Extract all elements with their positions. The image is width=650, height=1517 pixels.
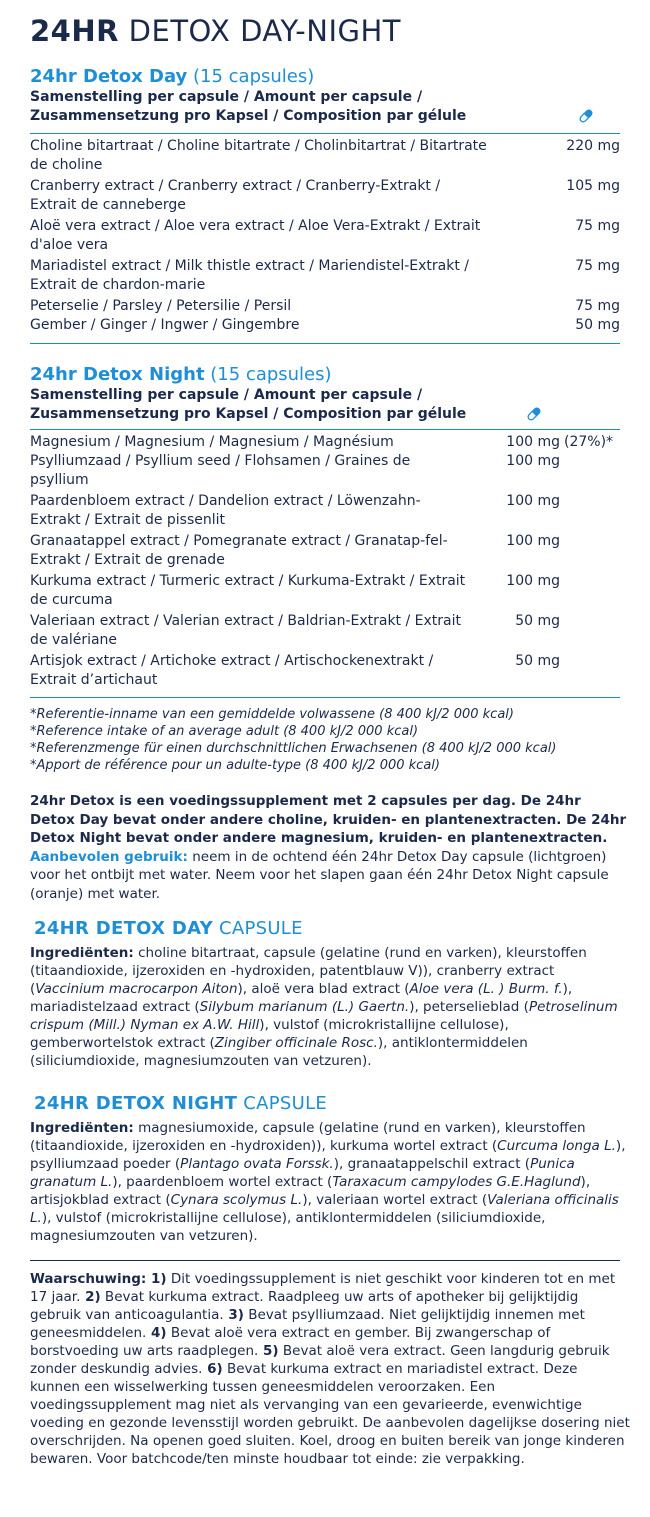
usage-text: neem in de ochtend één 24hr Detox Day capsule (lichtgroen) voor het ontbijt met water. Neem voor het slapen gaan één 24hr Detox Night capsule (oranje) met water.	[30, 848, 609, 902]
table-row	[30, 612, 620, 650]
reference-intake: (27%)*	[564, 434, 614, 450]
day-composition-header: Samenstelling per capsule / Amount per capsule / Zusammensetzung pro Kapsel / Composition par gélule	[30, 88, 620, 126]
ingredient-name: Artisjok extract / Artichoke extract / Artischockenextrakt / Extrait d’artichaut	[30, 653, 434, 688]
ingredient-amount: 105 mg	[566, 178, 620, 194]
night-section-title: 24hr Detox Night (15 capsules)	[30, 364, 332, 385]
day-section	[30, 66, 620, 126]
table-row	[30, 572, 620, 610]
table-row	[30, 217, 620, 255]
ingredient-name: Kurkuma extract / Turmeric extract / Kurkuma-Extrakt / Extrait de curcuma	[30, 573, 466, 608]
ingredient-name: Valeriaan extract / Valerian extract / Baldrian-Extrakt / Extrait de valériane	[30, 613, 461, 648]
ingredient-name: Cranberry extract / Cranberry extract / Cranberry-Extrakt / Extrait de canneberge	[30, 178, 441, 213]
table-row	[30, 433, 620, 452]
ingredient-amount: 100 mg	[506, 453, 560, 469]
footnote-fr: *Apport de référence pour un adulte-type (8 400 kJ/2 000 kcal)	[30, 758, 440, 773]
ingredient-name: Granaatappel extract / Pomegranate extract / Granatap-fel-Extrakt / Extrait de grenade	[30, 533, 448, 568]
warning-text: Waarschuwing: 1) Dit voedingssupplement is niet geschikt voor kinderen tot en met 17 jaar. 2) Bevat kurkuma extract. Raadpleeg uw arts of apotheker bij gelijktijdig gebruik van anticoagulantia. 3) Bevat psylliumzaad. Niet gelijktijdig innemen met geneesmiddelen. 4) Bevat aloë vera extract en gember. Bij zwangerschap of borstvoeding uw arts raadplegen. 5) Bevat aloë vera extract. Geen langdurig gebruik zonder deskundig advies. 6) Bevat kurkuma extract en mariadistel extract. Deze kunnen een wisselwerking tussen geneesmiddelen veroorzaken. Een voedingssupplement mag niet als vervanging van een gevarieerde, evenwichtige voeding en gezonde levensstijl worden gebruikt. De aanbevolen dagelijkse dosering niet overschrijden. Na openen goed sluiten. Koel, droog en buiten bereik van jonge kinderen bewaren. Voor batchcode/ten minste houdbaar tot einde: zie verpakking.	[30, 1271, 630, 1467]
ingredient-name: Gember / Ginger / Ingwer / Gingembre	[30, 317, 300, 333]
table-row	[30, 532, 620, 570]
ingredient-name: Psylliumzaad / Psyllium seed / Flohsamen / Graines de psyllium	[30, 453, 411, 488]
warning-divider	[30, 1260, 620, 1261]
ingredient-amount: 75 mg	[575, 218, 620, 234]
ingredient-name: Magnesium / Magnesium / Magnesium / Magnésium	[30, 434, 394, 450]
reference-intake-footnotes	[30, 706, 630, 774]
ingredient-amount: 50 mg	[575, 317, 620, 333]
ingredient-amount: 220 mg	[566, 138, 620, 154]
capsule-icon	[526, 406, 542, 422]
night-capsule-ingredients: Ingrediënten: magnesiumoxide, capsule (gelatine (rund en varken), kleurstoffen (titaandioxide, ijzeroxiden en -hydroxiden)), kurkuma wortel extract (Curcuma longa L.), psylliumzaad poeder (Plantago ovata Forssk.), granaatappelschil extract (Punica granatum L.), paardenbloem wortel extract (Taraxacum campylodes G.E.Haglund), artisjokblad extract (Cynara scolymus L.), valeriaan wortel extract (Valeriana officinalis L.), vulstof (microkristallijne cellulose), antiklontermiddelen (siliciumdioxide, magnesiumzouten van vetzuren).	[30, 1120, 626, 1244]
page-title: 24HR DETOX DAY-NIGHT	[30, 14, 401, 48]
ingredient-name: Choline bitartraat / Choline bitartrate / Cholinbitartrat / Bitartrate de choline	[30, 138, 487, 173]
ingredient-amount: 50 mg	[515, 613, 560, 629]
usage-label: Aanbevolen gebruik:	[30, 848, 188, 865]
capsule-icon	[578, 108, 594, 124]
reference-intake	[560, 572, 620, 610]
table-row	[30, 177, 620, 215]
ingredient-name: Paardenbloem extract / Dandelion extract / Löwenzahn-Extrakt / Extrait de pissenlit	[30, 493, 421, 528]
night-table-rule-bottom	[30, 697, 620, 698]
night-composition-header: Samenstelling per capsule / Amount per capsule / Zusammensetzung pro Kapsel / Composition par gélule	[30, 386, 620, 424]
night-table	[30, 433, 620, 690]
reference-intake	[560, 532, 620, 570]
table-row	[30, 137, 620, 175]
table-row	[30, 257, 620, 295]
reference-intake	[560, 652, 620, 690]
ingredient-amount: 100 mg	[506, 493, 560, 509]
ingredient-amount: 100 mg	[506, 434, 560, 450]
day-table-rule-bottom	[30, 343, 620, 344]
ingredient-name: Peterselie / Parsley / Petersilie / Persil	[30, 298, 292, 314]
table-row	[30, 492, 620, 530]
footnote-nl: *Referentie-inname van een gemiddelde volwassene (8 400 kJ/2 000 kcal)	[30, 707, 514, 722]
reference-intake	[560, 612, 620, 650]
day-capsule-title: 24HR DETOX DAY CAPSULE	[34, 918, 303, 939]
table-row	[30, 297, 620, 316]
night-table-rule-top	[30, 429, 620, 430]
day-table-rule-top	[30, 133, 620, 134]
ingredient-name: Aloë vera extract / Aloe vera extract / Aloe Vera-Extrakt / Extrait d'aloe vera	[30, 218, 481, 253]
night-section	[30, 364, 620, 424]
table-row	[30, 452, 620, 490]
ingredient-amount: 50 mg	[515, 653, 560, 669]
table-row	[30, 652, 620, 690]
day-capsule-ingredients: Ingrediënten: choline bitartraat, capsule (gelatine (rund en varken), kleurstoffen (titaandioxide, ijzeroxiden en -hydroxiden, patentblauw V)), cranberry extract (Vaccinium macrocarpon Aiton), aloë vera blad extract (Aloe vera (L. ) Burm. f.), mariadistelzaad extract (Silybum marianum (L.) Gaertn.), peterselieblad (Petroselinum crispum (Mill.) Nyman ex A.W. Hill), vulstof (microkristallijne cellulose), gemberwortelstok extract (Zingiber officinale Rosc.), antiklontermiddelen (siliciumdioxide, magnesiumzouten van vetzuren).	[30, 945, 618, 1069]
table-row	[30, 316, 620, 335]
intro-paragraph	[30, 792, 630, 903]
ingredient-amount: 100 mg	[506, 533, 560, 549]
reference-intake	[560, 492, 620, 530]
product-description: 24hr Detox is een voedingssupplement met 2 capsules per dag. De 24hr Detox Day bevat onder andere choline, kruiden- en plantenextracten. De 24hr Detox Night bevat onder andere magnesium, kruiden- en plantenextracten.	[30, 793, 627, 846]
ingredient-name: Mariadistel extract / Milk thistle extract / Mariendistel-Extrakt / Extrait de chardon-marie	[30, 258, 469, 293]
day-section-title: 24hr Detox Day (15 capsules)	[30, 66, 315, 87]
ingredient-amount: 100 mg	[506, 573, 560, 589]
footnote-en: *Reference intake of an average adult (8 400 kJ/2 000 kcal)	[30, 724, 419, 739]
footnote-de: *Referenzmenge für einen durchschnittlichen Erwachsenen (8 400 kJ/2 000 kcal)	[30, 741, 557, 756]
day-table	[30, 137, 620, 335]
night-capsule-title: 24HR DETOX NIGHT CAPSULE	[34, 1093, 328, 1114]
ingredient-amount: 75 mg	[575, 258, 620, 274]
ingredient-amount: 75 mg	[575, 298, 620, 314]
reference-intake	[560, 452, 620, 490]
